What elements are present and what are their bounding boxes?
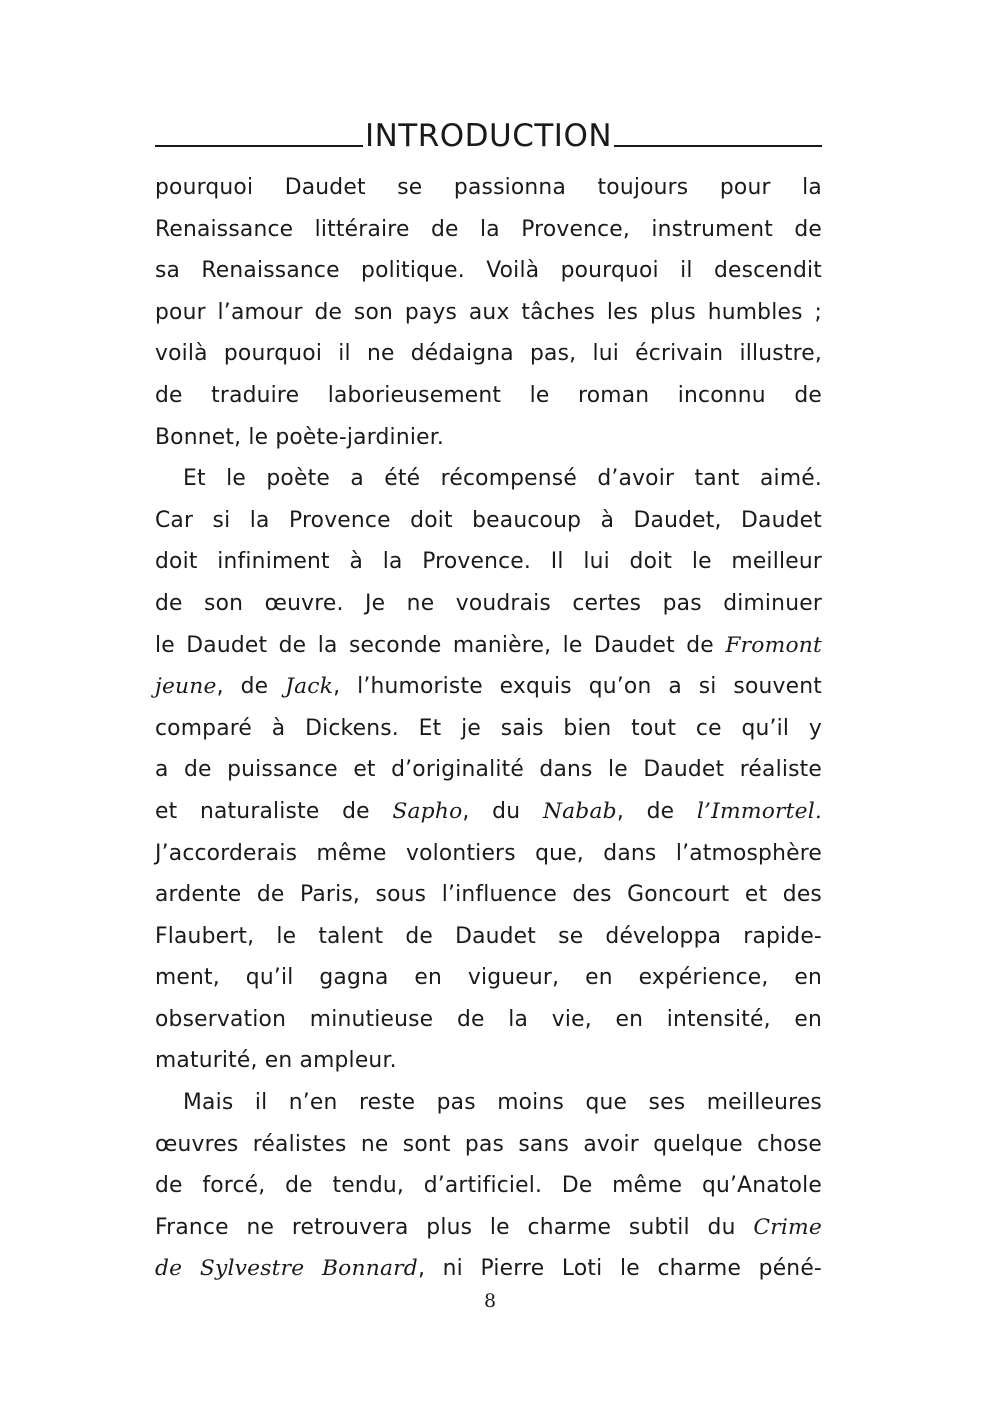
text-line: voilà pourquoi il ne dédaigna pas, lui écrivain illustre, <box>155 341 822 367</box>
text-line <box>155 791 822 833</box>
italic-title: Fromont <box>725 632 822 658</box>
text-line: ment, qu’il gagna en vigueur, en expérience, en <box>155 965 822 991</box>
text-line: sa Renaissance politique. Voilà pourquoi il descendit <box>155 258 822 284</box>
running-head-title: INTRODUCTION <box>364 118 613 154</box>
text-gap <box>714 633 725 658</box>
running-head <box>155 112 822 156</box>
text-line: de traduire laborieusement le roman inconnu de <box>155 382 822 408</box>
text-line <box>155 1207 822 1249</box>
text-line <box>155 625 822 667</box>
italic-title: l’Immortel. <box>696 798 822 824</box>
text-line: J’accorderais même volontiers que, dans l’atmosphère <box>155 840 822 866</box>
text-line: observation minutieuse de la vie, en intensité, en <box>155 1006 822 1032</box>
running-head-rule-left <box>155 145 363 147</box>
text-line: pour l’amour de son pays aux tâches les plus humbles ; <box>155 299 822 325</box>
text-line: œuvres réalistes ne sont pas sans avoir quelque chose <box>155 1131 822 1157</box>
running-head-rule-right <box>614 145 822 147</box>
italic-title: Crime <box>753 1214 822 1240</box>
italic-title: jeune <box>155 674 217 700</box>
text-line: de forcé, de tendu, d’artificiel. De même qu’Anatole <box>155 1173 822 1199</box>
text-run: , l’humoriste exquis qu’on a si souvent <box>333 674 822 700</box>
italic-title: Jack <box>285 674 334 700</box>
text-run: , ni Pierre Loti le charme péné- <box>417 1256 822 1282</box>
text-line: Mais il n’en reste pas moins que ses meilleures <box>183 1090 822 1116</box>
text-line: comparé à Dickens. Et je sais bien tout ce qu’il y <box>155 715 822 741</box>
page-number: 8 <box>483 1290 497 1312</box>
text-line: maturité, en ampleur. <box>155 1048 397 1074</box>
text-line: a de puissance et d’originalité dans le Daudet réaliste <box>155 757 822 783</box>
text-run: le Daudet de la seconde manière, le Daudet de <box>155 632 714 658</box>
text-line <box>155 1248 822 1290</box>
text-line: Flaubert, le talent de Daudet se développa rapide- <box>155 923 822 949</box>
text-line: Et le poète a été récompensé d’avoir tant aimé. <box>183 466 822 492</box>
text-run: , du <box>462 798 543 824</box>
text-line: Car si la Provence doit beaucoup à Daudet, Daudet <box>155 507 822 533</box>
text-run: France ne retrouvera plus le charme subtil du <box>155 1214 754 1240</box>
body-text <box>155 167 822 1290</box>
text-line: Bonnet, le poète-jardinier. <box>155 424 444 450</box>
text-line: de son œuvre. Je ne voudrais certes pas diminuer <box>155 590 822 616</box>
text-line <box>155 666 822 708</box>
italic-title: de Sylvestre Bonnard <box>155 1256 418 1282</box>
text-run: , de <box>216 674 286 700</box>
text-run: , de <box>616 798 697 824</box>
text-line: ardente de Paris, sous l’influence des Goncourt et des <box>155 882 822 908</box>
text-line: pourquoi Daudet se passionna toujours pour la <box>155 175 822 200</box>
text-line: doit infiniment à la Provence. Il lui doit le meilleur <box>155 549 822 575</box>
italic-title: Nabab <box>542 798 617 824</box>
text-run: et naturaliste de <box>155 798 393 824</box>
text-line: Renaissance littéraire de la Provence, instrument de <box>155 216 822 242</box>
italic-title: Sapho <box>392 798 463 824</box>
